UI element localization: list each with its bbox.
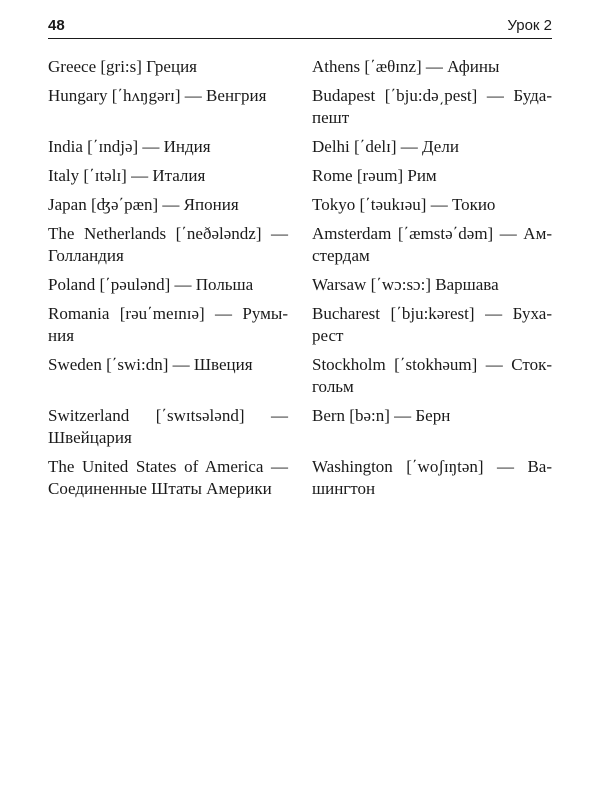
table-row (48, 354, 552, 398)
capital-entry: Tokyo [΄təukɪəu] — Токио (312, 195, 496, 214)
table-row (48, 136, 552, 158)
country-entry: Greece [gri:s] Греция (48, 57, 197, 76)
capital-entry: Rome [rəum] Рим (312, 166, 437, 185)
table-row (48, 85, 552, 129)
page-number: 48 (48, 17, 65, 34)
country-entry: Japan [ʤə΄pæn] — Япония (48, 195, 239, 214)
capital-entry: Bern [bə:n] — Берн (312, 406, 451, 425)
capital-entry: Athens [΄æθɪnz] — Афины (312, 57, 500, 76)
table-row (48, 303, 552, 347)
country-entry: Italy [΄ɪtəlɪ] — Италия (48, 166, 206, 185)
country-entry: The Netherlands [΄neðələndz] — Голландия (48, 224, 288, 265)
capital-entry: Stockholm [΄stokhəum] — Сток-гольм (312, 355, 552, 396)
country-entry: Poland [΄pəulənd] — Польша (48, 275, 254, 294)
table-row (48, 274, 552, 296)
country-entry: The United States of America — Соединенные Штаты Америки (48, 457, 288, 498)
country-entry: Sweden [΄swi:dn] — Швеция (48, 355, 253, 374)
table-row (48, 165, 552, 187)
country-entry: Romania [rəu΄meɪnɪə] — Румы-ния (48, 304, 288, 345)
country-entry: Switzerland [΄swɪtsələnd] — Швейцария (48, 406, 288, 447)
header-divider (48, 38, 552, 39)
capital-entry: Delhi [΄delɪ] — Дели (312, 137, 459, 156)
lesson-title: Урок 2 (507, 17, 552, 34)
capital-entry: Amsterdam [΄æmstə΄dəm] — Ам-стердам (312, 224, 552, 265)
country-entry: Hungary [΄hʌŋgərɪ] — Венгрия (48, 86, 267, 105)
capital-entry: Warsaw [΄wɔ:sɔ:] Варшава (312, 275, 499, 294)
table-row (48, 223, 552, 267)
table-row (48, 456, 552, 500)
capital-entry: Budapest [΄bju:də͵pest] — Буда-пешт (312, 86, 552, 127)
table-row (48, 194, 552, 216)
vocabulary-table (48, 56, 552, 507)
capital-entry: Washington [΄woʃɪŋtən] — Ва-шингтон (312, 457, 552, 498)
table-row (48, 56, 552, 78)
table-row (48, 405, 552, 449)
country-entry: India [΄ɪndjə] — Индия (48, 137, 211, 156)
capital-entry: Bucharest [΄bju:kərest] — Буха-рест (312, 304, 552, 345)
page-header (48, 16, 552, 36)
